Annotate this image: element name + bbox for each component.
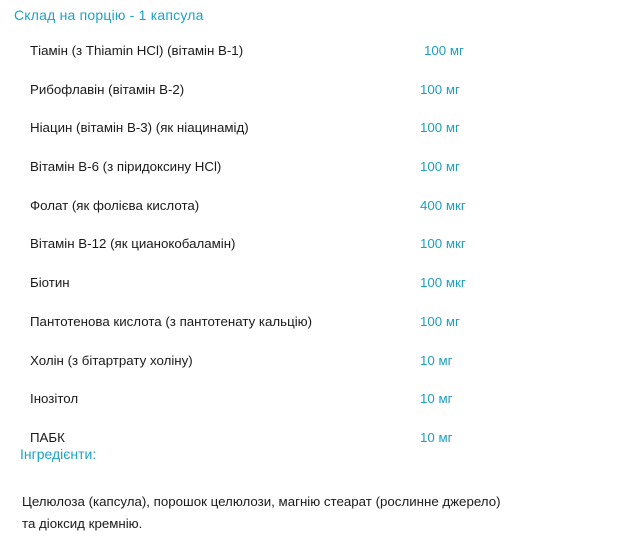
ingredients-line: Целюлоза (капсула), порошок целюлози, магнію стеарат (рослинне джерело) xyxy=(22,494,501,509)
nutrient-name: Рибофлавін (вітамін B-2) xyxy=(30,81,185,97)
table-row xyxy=(30,419,590,458)
nutrient-name: Тіамін (з Thiamin HCl) (вітамін B-1) xyxy=(30,43,244,58)
nutrient-name: Ніацин (вітамін B-3) (як ніацинамід) xyxy=(30,120,249,136)
table-row xyxy=(30,187,590,226)
nutrient-name: Вітамін B-12 (як цианокобаламін) xyxy=(30,236,236,252)
table-row xyxy=(30,225,590,264)
nutrient-amount: 100 мкг xyxy=(420,236,466,252)
nutrient-name: Вітамін B-6 (з піридоксину HCl) xyxy=(30,159,222,175)
table-row xyxy=(30,71,590,110)
nutrient-amount: 100 мг xyxy=(420,159,460,175)
nutrient-name: Пантотенова кислота (з пантотенату кальцію) xyxy=(30,313,313,329)
nutrient-table xyxy=(30,32,590,458)
nutrient-name: Холін (з бітартрату холіну) xyxy=(30,352,193,368)
nutrient-name: ПАБК xyxy=(30,429,65,445)
table-row xyxy=(30,109,590,148)
nutrient-amount: 100 мг xyxy=(420,81,460,97)
nutrient-amount: 100 мкг xyxy=(420,275,466,291)
nutrient-name: Фолат (як фолієва кислота) xyxy=(30,197,200,213)
table-row xyxy=(30,303,590,342)
nutrient-amount: 10 мг xyxy=(420,429,453,445)
nutrient-amount: 10 мг xyxy=(420,352,453,368)
nutrient-amount: 100 мг xyxy=(420,120,460,136)
table-row xyxy=(30,264,590,303)
nutrient-name: Інозітол xyxy=(30,391,79,407)
table-row xyxy=(30,32,590,71)
nutrient-amount: 10 мг xyxy=(420,391,453,407)
ingredients-text xyxy=(22,491,582,534)
table-row xyxy=(30,148,590,187)
nutrient-amount: 400 мкг xyxy=(420,197,466,213)
nutrient-amount: 100 мг xyxy=(420,313,460,329)
nutrient-name: Біотин xyxy=(30,275,70,291)
table-row xyxy=(30,342,590,381)
ingredients-line: та діоксид кремнію. xyxy=(22,515,143,531)
ingredients-heading: Інгредієнти: xyxy=(20,446,97,462)
serving-title: Склад на порцію - 1 капсула xyxy=(14,7,204,23)
nutrient-amount: 100 мг xyxy=(424,43,464,58)
table-row xyxy=(30,380,590,419)
